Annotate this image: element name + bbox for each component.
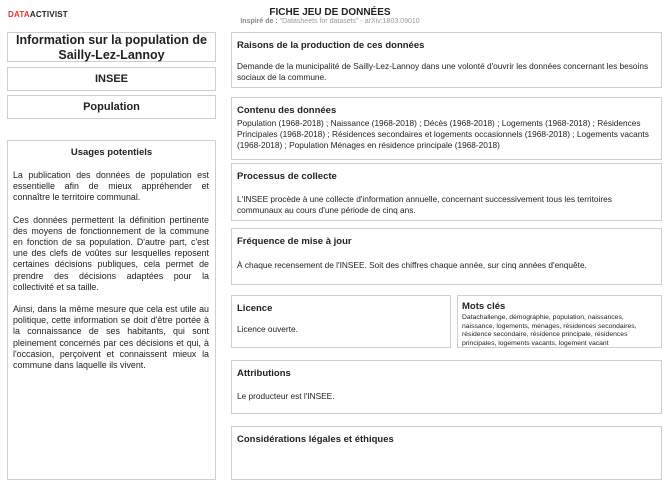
raisons-body: Demande de la municipalité de Sailly-Lez-Lannoy dans une volonté d'ouvrir les données concernant les besoins sociaux de la commune.	[237, 61, 649, 82]
mots-cles-body: Datachallenge, démographie, population, naissances, naissance, logements, ménages, résidences secondaires, résidence secondaire, résidence principale, résidences principales, logements vacants, logement vacant	[462, 314, 637, 347]
usages-paragraph-3: Ainsi, dans la même mesure que cela est utile au politique, cette information se doit d'être portée à la connaissance de ses habitants, qui sont pleinement concernés par ces décisions et qui, à l'occasion, perçoivent et connaissent mieux la commune dans laquelle ils vivent.	[13, 304, 209, 371]
usages-panel	[7, 140, 216, 480]
section-considerations	[231, 426, 662, 480]
raisons-heading: Raisons de la production de ces données	[237, 40, 425, 51]
inspired-by	[200, 18, 460, 25]
section-mots-cles	[457, 295, 662, 348]
section-processus	[231, 163, 662, 221]
contenu-heading: Contenu des données	[237, 105, 337, 116]
mots-cles-heading: Mots clés	[462, 301, 506, 312]
section-contenu	[231, 97, 662, 160]
page-title: FICHE JEU DE DONNÉES	[269, 7, 391, 18]
section-licence	[231, 295, 451, 348]
frequence-heading: Fréquence de mise à jour	[237, 236, 352, 247]
section-frequence	[231, 228, 662, 285]
section-attributions	[231, 360, 662, 414]
dataset-category: Population	[7, 95, 216, 119]
licence-body: Licence ouverte.	[237, 324, 298, 334]
inspired-label: Inspiré de :	[240, 18, 278, 25]
inspired-text: "Datasheets for datasets" - arXiv:1803.09010	[279, 18, 420, 25]
logo-part-data: DATA	[8, 10, 30, 19]
licence-heading: Licence	[237, 303, 273, 314]
dataset-source: INSEE	[7, 67, 216, 91]
contenu-body: Population (1968-2018) ; Naissance (1968-2018) ; Décès (1968-2018) ; Logements (1968-2018) ; Résidences Principales (1968-2018) ; Résidences secondaires et logements occasionnels (1968-2018) ; Logements vacants (1968-2018) ; Population Ménages en résidence principale (1968-2018)	[237, 118, 649, 150]
usages-paragraph-1: La publication des données de population est essentielle afin de mieux appréhender et connaître le territoire communal.	[13, 170, 209, 203]
attributions-heading: Attributions	[237, 368, 291, 379]
processus-heading: Processus de collecte	[237, 171, 337, 182]
usages-text	[13, 170, 209, 382]
usages-paragraph-2: Ces données permettent la définition pertinente des moyens de fonctionnement de la commune en fonction de sa population. D'autre part, c'est une des clefs de voûtes sur lesquelles reposent certaines décisions publiques, cela permet de prendre des décisions adaptées pour la collectivité et sa taille.	[13, 214, 209, 292]
logo	[8, 10, 68, 19]
usages-heading: Usages potentiels	[70, 147, 153, 158]
processus-body: L'INSEE procède à une collecte d'information annuelle, concernant successivement tous les territoires communaux au cours d'une période de cinq ans.	[237, 194, 612, 215]
dataset-title: Information sur la population de Sailly-Lez-Lannoy	[7, 32, 216, 62]
logo-part-activist: ACTIVIST	[29, 10, 68, 19]
frequence-body: À chaque recensement de l'INSEE. Soit des chiffres chaque année, sur cinq années d'enquête.	[237, 260, 587, 270]
section-raisons	[231, 32, 662, 88]
considerations-heading: Considérations légales et éthiques	[237, 434, 394, 445]
attributions-body: Le producteur est l'INSEE.	[237, 391, 335, 401]
